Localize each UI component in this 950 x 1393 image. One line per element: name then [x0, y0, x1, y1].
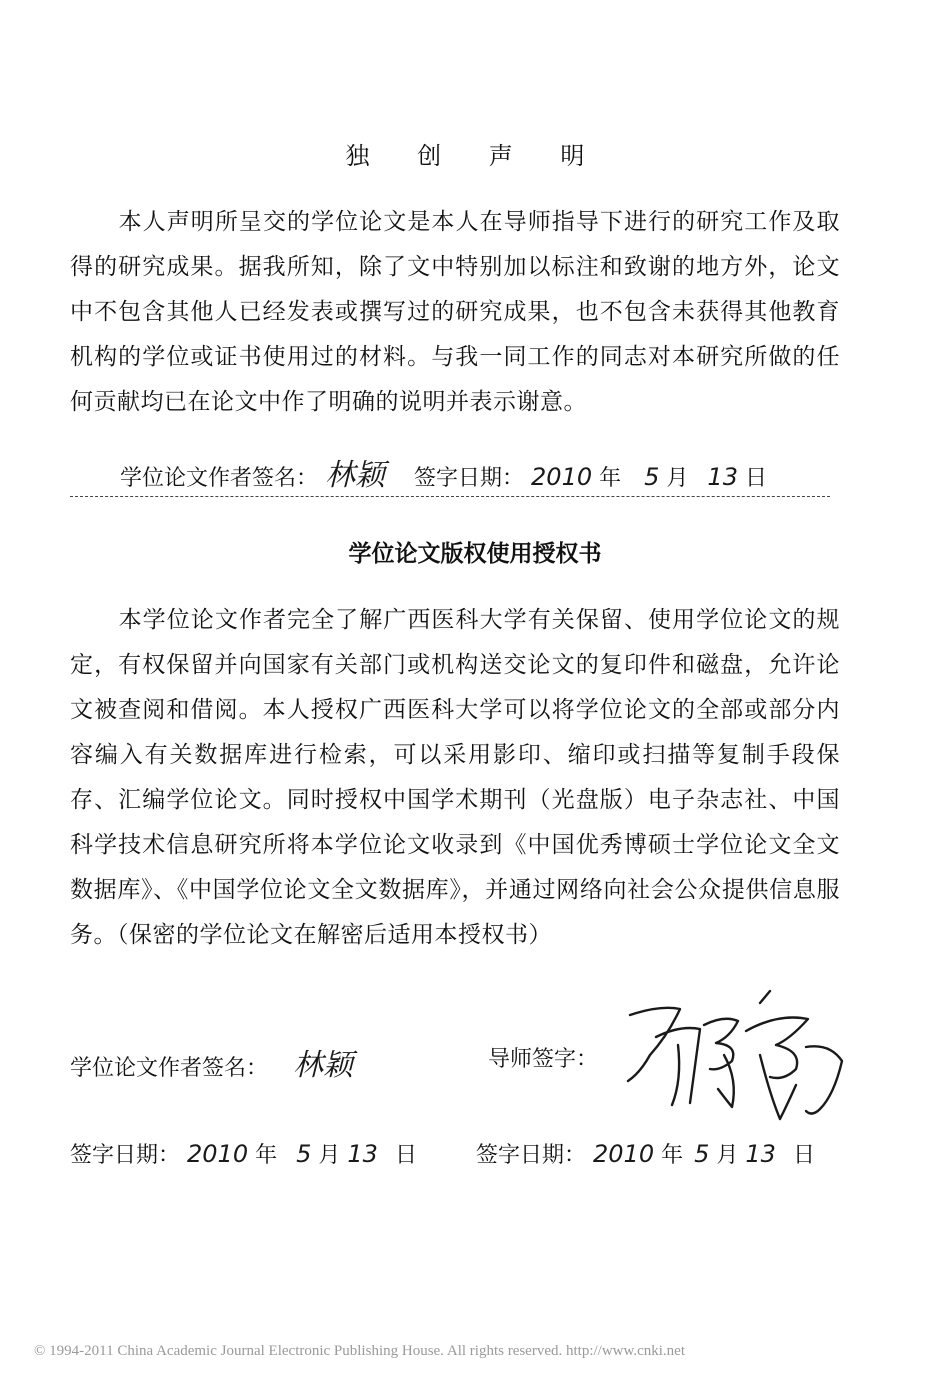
- author-date-line: [70, 1138, 417, 1169]
- handwritten-month: 5: [296, 1140, 312, 1168]
- advisor-handwritten-signature: [620, 985, 850, 1135]
- date-label: 签字日期：: [414, 466, 525, 491]
- author-handwritten-signature: 林颖: [293, 1048, 354, 1083]
- advisor-signature-label: 导师签字：: [488, 1047, 599, 1072]
- handwritten-day: 13: [347, 1140, 378, 1168]
- authorization-title: 学位论文版权使用授权书: [348, 541, 602, 567]
- month-unit: 月: [716, 1143, 739, 1168]
- date-label: 签字日期：: [476, 1143, 587, 1168]
- advisor-signature-line: [488, 1042, 598, 1073]
- day-unit: 日: [394, 1143, 417, 1168]
- year-unit: 年: [661, 1143, 684, 1168]
- month-unit: 月: [666, 466, 689, 491]
- year-unit: 年: [599, 466, 622, 491]
- advisor-date-line: [476, 1138, 815, 1169]
- day-unit: 日: [792, 1143, 815, 1168]
- handwritten-month: 5: [644, 463, 660, 491]
- year-unit: 年: [255, 1143, 278, 1168]
- authorization-paragraph: [70, 598, 840, 958]
- authorization-author-signature-line: [70, 1040, 353, 1084]
- declaration-title: 独 创 声 明: [345, 142, 605, 170]
- cut-line-divider: [70, 496, 830, 497]
- month-unit: 月: [318, 1143, 341, 1168]
- handwritten-year: 2010: [593, 1140, 655, 1168]
- authorization-body: 本学位论文作者完全了解广西医科大学有关保留、使用学位论文的规定，有权保留并向国家有关部门或机构送交论文的复印件和磁盘，允许论文被查阅和借阅。本人授权广西医科大学可以将学位论文的全部或部分内容编入有关数据库进行检索，可以采用影印、缩印或扫描等复制手段保存、汇编学位论文。同时授权中国学术期刊（光盘版）电子杂志社、中国科学技术信息研究所将本学位论文收录到《中国优秀博硕士学位论文全文数据库》、《中国学位论文全文数据库》，并通过网络向社会公众提供信息服务。（保密的学位论文在解密后适用本授权书）: [70, 607, 840, 948]
- date-label: 签字日期：: [70, 1143, 181, 1168]
- declaration-signature-line: [120, 450, 767, 494]
- author-signature-label: 学位论文作者签名：: [120, 466, 319, 491]
- copyright-footer: © 1994-2011 China Academic Journal Electronic Publishing House. All rights reserved. http://www.cnki.net: [34, 1343, 686, 1359]
- handwritten-day: 13: [745, 1140, 776, 1168]
- declaration-paragraph: [70, 200, 840, 425]
- declaration-body: 本人声明所呈交的学位论文是本人在导师指导下进行的研究工作及取得的研究成果。据我所知，除了文中特别加以标注和致谢的地方外，论文中不包含其他人已经发表或撰写过的研究成果，也不包含未获得其他教育机构的学位或证书使用过的材料。与我一同工作的同志对本研究所做的任何贡献均已在论文中作了明确的说明并表示谢意。: [70, 209, 840, 415]
- day-unit: 日: [744, 466, 767, 491]
- handwritten-day: 13: [707, 463, 738, 491]
- author-signature-label: 学位论文作者签名：: [70, 1056, 269, 1081]
- handwritten-month: 5: [694, 1140, 710, 1168]
- handwritten-year: 2010: [187, 1140, 249, 1168]
- handwritten-year: 2010: [531, 463, 593, 491]
- author-handwritten-signature: 林颖: [325, 458, 386, 493]
